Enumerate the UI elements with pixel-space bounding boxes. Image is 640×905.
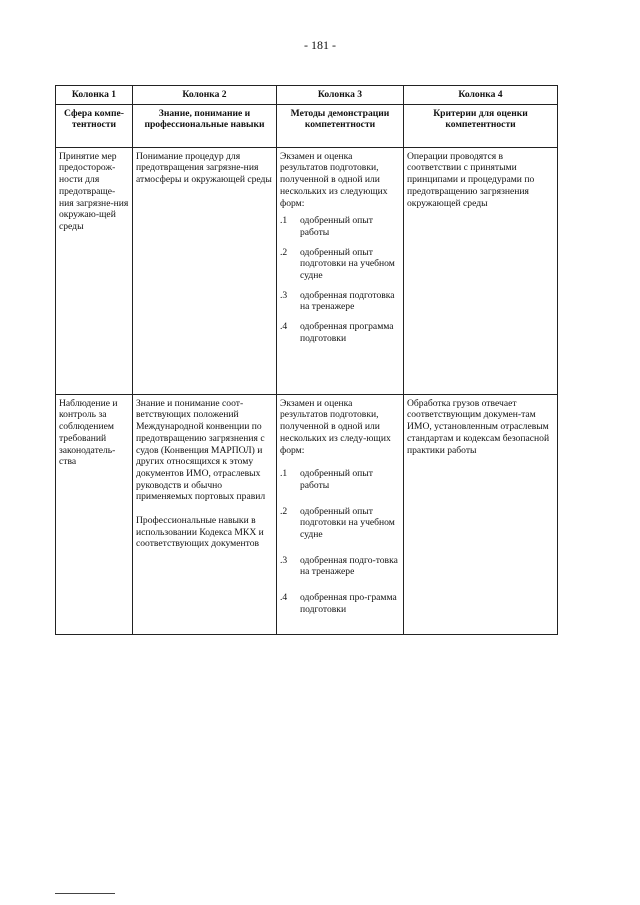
footnote-divider <box>55 893 115 894</box>
column-header-3: Колонка 3 <box>277 86 404 105</box>
list-item <box>280 247 400 282</box>
list-number: .2 <box>280 246 288 258</box>
subheader-knowledge: Знание, понимание и профессиональные навыки <box>133 104 277 147</box>
competence-cell: Принятие мер предосторож-ности для предотвраще-ния загрязне-ния окружаю-щей среды <box>56 147 133 394</box>
methods-cell <box>277 147 404 394</box>
list-text: одобренный опыт работы <box>300 215 373 238</box>
subheader-methods: Методы демонстрации компетентности <box>277 104 404 147</box>
paragraph-gap <box>136 503 273 515</box>
list-text: одобренная подго-товка на тренажере <box>300 554 398 578</box>
methods-cell <box>277 394 404 634</box>
knowledge-cell: Понимание процедур для предотвращения загрязне-ния атмосферы и окружающей среды <box>133 147 277 394</box>
list-number: .2 <box>280 505 288 517</box>
column-number-row <box>56 86 558 105</box>
knowledge-paragraph: Знание и понимание соот-ветствующих положений Международной конвенции по предотвращению загрязнения с судов (Конвенция МАРПОЛ) и других относящихся к этому документов ИМО, отраслевых руководств и обычно применяемых портовых правил <box>136 397 266 503</box>
list-item <box>280 555 400 578</box>
column-header-2: Колонка 2 <box>133 86 277 105</box>
list-number: .3 <box>280 554 288 566</box>
list-text: одобренная программа подготовки <box>300 321 394 344</box>
competence-cell: Наблюдение и контроль за соблюдением требований законодатель-ства <box>56 394 133 634</box>
methods-intro: Экзамен и оценка результатов подготовки, полученной в одной или нескольких из следующих форм: <box>280 150 388 209</box>
list-item <box>280 592 400 615</box>
list-number: .1 <box>280 215 288 227</box>
list-item <box>280 506 400 541</box>
competence-table <box>55 85 558 635</box>
list-text: одобренный опыт работы <box>300 468 373 491</box>
knowledge-cell <box>133 394 277 634</box>
table-row <box>56 147 558 394</box>
list-text: одобренный опыт подготовки на учебном судне <box>300 246 395 282</box>
table-row <box>56 394 558 634</box>
skills-paragraph: Профессиональные навыки в использовании Кодекса МКХ и соответствующих документов <box>136 515 264 550</box>
list-number: .1 <box>280 468 288 480</box>
list-item <box>280 321 400 344</box>
list-item <box>280 215 400 238</box>
list-number: .4 <box>280 321 288 333</box>
subheader-competence: Сфера компе-тентности <box>56 104 133 147</box>
methods-intro: Экзамен и оценка результатов подготовки, полученной в одной или нескольких из следу-ющих форм: <box>280 397 391 456</box>
methods-list <box>280 468 400 615</box>
criteria-cell: Операции проводятся в соответствии с принятыми принципами и процедурами по предотвращению загрязнения окружающей среды <box>404 147 558 394</box>
page-number: - 181 - <box>304 38 336 52</box>
column-header-1: Колонка 1 <box>56 86 133 105</box>
list-number: .4 <box>280 592 288 604</box>
subheader-criteria: Критерии для оценки компетентности <box>404 104 558 147</box>
methods-list <box>280 215 400 344</box>
subheader-row <box>56 104 558 147</box>
list-item <box>280 468 400 491</box>
list-number: .3 <box>280 289 288 301</box>
list-text: одобренная про-грамма подготовки <box>300 592 397 615</box>
criteria-cell: Обработка грузов отвечает соответствующим докумен-там ИМО, установленным отраслевым стандартам и кодексам безопасной практики работы <box>404 394 558 634</box>
list-text: одобренный опыт подготовки на учебном судне <box>300 505 395 541</box>
list-text: одобренная подготовка на тренажере <box>300 289 395 313</box>
list-item <box>280 290 400 313</box>
column-header-4: Колонка 4 <box>404 86 558 105</box>
